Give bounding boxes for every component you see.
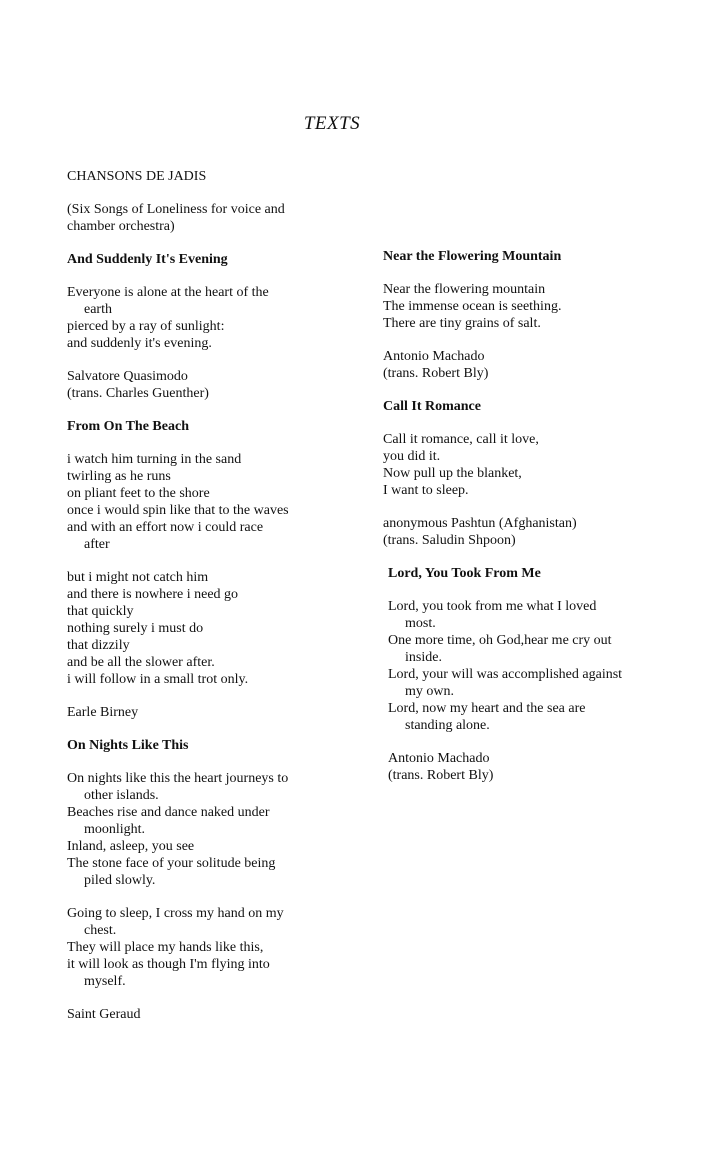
poem-author: anonymous Pashtun (Afghanistan) (383, 516, 577, 531)
poem-line: twirling as he runs (67, 469, 171, 484)
poem-line: but i might not catch him (67, 570, 209, 585)
poem-line: i watch him turning in the sand (67, 452, 242, 467)
poem-line: Lord, now my heart and the sea are (388, 701, 586, 716)
poem-heading: Near the Flowering Mountain (383, 249, 562, 264)
poem-heading: Call It Romance (383, 399, 481, 414)
poem-line: Call it romance, call it love, (383, 432, 539, 447)
poem-line: moonlight. (84, 822, 146, 837)
poem-line: standing alone. (405, 718, 490, 733)
poem-heading: From On The Beach (67, 419, 189, 434)
cycle-title: CHANSONS DE JADIS (67, 169, 207, 184)
poem-line: once i would spin like that to the waves (67, 503, 289, 518)
poem-line: They will place my hands like this, (67, 940, 264, 955)
poem-author: Saint Geraud (67, 1007, 141, 1022)
poem-line: after (84, 537, 110, 552)
poem-line: Lord, your will was accomplished against (388, 667, 623, 682)
poem-line: other islands. (84, 788, 159, 803)
poem-line: Going to sleep, I cross my hand on my (67, 906, 284, 921)
poem-translator: (trans. Saludin Shpoon) (383, 533, 516, 548)
poem-author: Salvatore Quasimodo (67, 369, 188, 384)
poem-line: my own. (405, 684, 454, 699)
poem-line: Lord, you took from me what I loved (388, 599, 597, 614)
poem-heading: On Nights Like This (67, 738, 189, 753)
right-column-lower (388, 565, 688, 784)
poem-line: most. (405, 616, 436, 631)
poem-line: There are tiny grains of salt. (383, 316, 541, 331)
poem-line: and with an effort now i could race (67, 520, 264, 535)
poem-line: piled slowly. (84, 873, 156, 888)
cycle-subtitle-line: chamber orchestra) (67, 219, 175, 234)
cycle-subtitle-line: (Six Songs of Loneliness for voice and (67, 202, 285, 217)
poem-line: and there is nowhere i need go (67, 587, 239, 602)
poem-line: that quickly (67, 604, 134, 619)
poem-line: On nights like this the heart journeys to (67, 771, 289, 786)
poem-line: Near the flowering mountain (383, 282, 546, 297)
poem-line: i will follow in a small trot only. (67, 672, 249, 687)
poem-line: on pliant feet to the shore (67, 486, 210, 501)
poem-author: Antonio Machado (388, 751, 490, 766)
poem-translator: (trans. Charles Guenther) (67, 386, 209, 401)
right-column (383, 248, 683, 549)
poem-line: inside. (405, 650, 442, 665)
poem-heading: And Suddenly It's Evening (67, 252, 228, 267)
poem-author: Earle Birney (67, 705, 139, 720)
poem-line: and suddenly it's evening. (67, 336, 212, 351)
left-column (67, 168, 337, 1023)
poem-line: earth (84, 302, 112, 317)
poem-translator: (trans. Robert Bly) (383, 366, 489, 381)
poem-line: Beaches rise and dance naked under (67, 805, 270, 820)
poem-line: Now pull up the blanket, (383, 466, 522, 481)
poem-line: One more time, oh God,hear me cry out (388, 633, 612, 648)
page-title: TEXTS (303, 113, 361, 134)
poem-heading: Lord, You Took From Me (388, 566, 541, 581)
poem-line: The stone face of your solitude being (67, 856, 276, 871)
poem-line: I want to sleep. (383, 483, 469, 498)
poem-line: that dizzily (67, 638, 130, 653)
poem-line: it will look as though I'm flying into (67, 957, 270, 972)
poem-line: Inland, asleep, you see (67, 839, 195, 854)
poem-line: nothing surely i must do (67, 621, 204, 636)
poem-line: you did it. (383, 449, 441, 464)
poem-line: chest. (84, 923, 117, 938)
poem-line: and be all the slower after. (67, 655, 215, 670)
poem-line: myself. (84, 974, 126, 989)
poem-line: Everyone is alone at the heart of the (67, 285, 269, 300)
poem-line: pierced by a ray of sunlight: (67, 319, 225, 334)
poem-translator: (trans. Robert Bly) (388, 768, 494, 783)
poem-line: The immense ocean is seething. (383, 299, 562, 314)
poem-author: Antonio Machado (383, 349, 485, 364)
